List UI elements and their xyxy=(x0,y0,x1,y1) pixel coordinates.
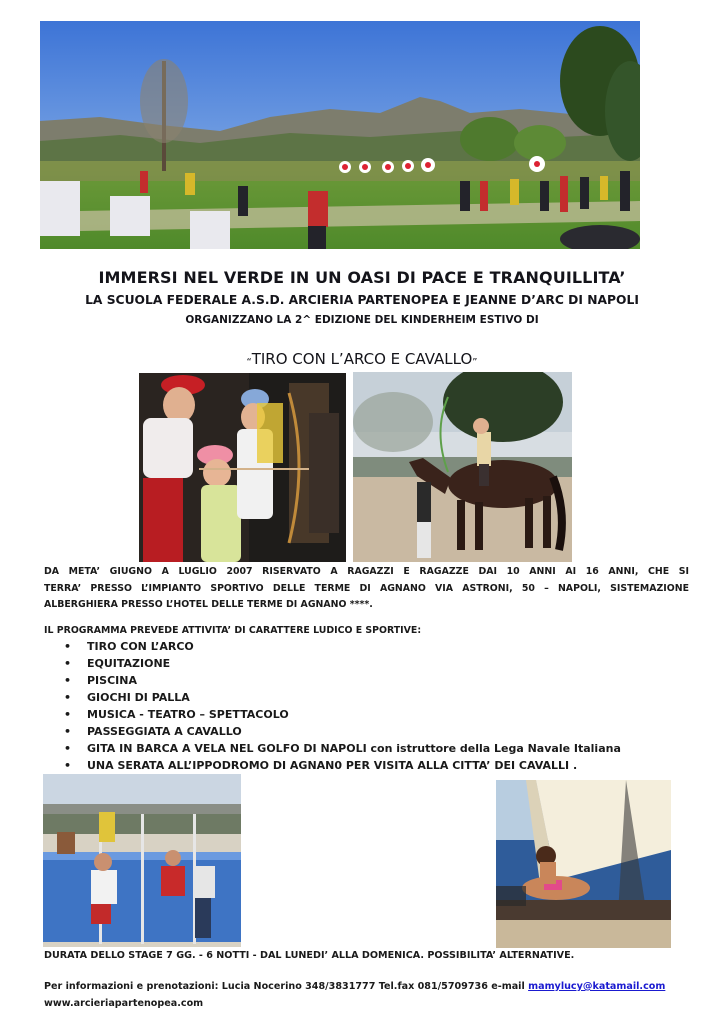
edition-line: ORGANIZZANO LA 2^ EDIZIONE DEL KINDERHEIM ESTIVO DI xyxy=(185,314,539,326)
event-open-quote: “ xyxy=(246,357,252,368)
description-line-1: DA META’ GIUGNO A LUGLIO 2007 RISERVATO A RAGAZZI E RAGAZZE DAI 10 ANNI AI 16 ANNI, CHE SI xyxy=(44,566,689,577)
event-title xyxy=(0,350,724,368)
website-url: www.arcieriapartenopea.com xyxy=(44,998,204,1009)
archery-kids-image xyxy=(139,373,346,562)
list-item xyxy=(44,723,621,740)
pool-image xyxy=(43,774,241,947)
contact-info xyxy=(44,981,665,992)
program-intro: IL PROGRAMMA PREVEDE ATTIVITA’ DI CARATTERE LUDICO E SPORTIVE: xyxy=(44,625,422,636)
list-item xyxy=(44,638,621,655)
description-paragraph xyxy=(44,564,689,614)
program-item-label: EQUITAZIONE xyxy=(87,657,171,670)
bullet-icon: • xyxy=(64,708,72,721)
list-item xyxy=(44,706,621,723)
list-item xyxy=(44,655,621,672)
list-item xyxy=(44,689,621,706)
description-line-3: ALBERGHIERA PRESSO L’HOTEL DELLE TERME DI AGNANO ****. xyxy=(44,599,373,610)
program-item-label: MUSICA - TEATRO – SPETTACOLO xyxy=(87,708,289,721)
list-item xyxy=(44,672,621,689)
program-item-label: PASSEGGIATA A CAVALLO xyxy=(87,725,242,738)
bullet-icon: • xyxy=(64,657,72,670)
sailing-photo xyxy=(496,780,671,948)
bullet-icon: • xyxy=(64,725,72,738)
sailing-image xyxy=(496,780,671,948)
horse-riding-photo xyxy=(353,372,572,562)
program-item-label: UNA SERATA ALL’IPPODROMO DI AGNAN0 PER VISITA ALLA CITTA’ DEI CAVALLI . xyxy=(87,759,578,772)
archery-kids-photo xyxy=(139,373,346,562)
description-line-2: TERRA’ PRESSO L’IMPIANTO SPORTIVO DELLE TERME DI AGNANO VIA ASTRONI, 50 – NAPOLI, SISTEMAZIONE xyxy=(44,582,689,594)
program-item-label: GITA IN BARCA A VELA NEL GOLFO DI NAPOLI xyxy=(87,742,367,755)
horse-riding-image xyxy=(353,372,572,562)
archery-field-photo xyxy=(40,21,640,249)
program-item-label: PISCINA xyxy=(87,674,137,687)
stage-duration: DURATA DELLO STAGE 7 GG. - 6 NOTTI - DAL LUNEDI’ ALLA DOMENICA. POSSIBILITA’ ALTERNATIVE. xyxy=(44,950,575,961)
organizers-line: LA SCUOLA FEDERALE A.S.D. ARCIERIA PARTENOPEA E JEANNE D’ARC DI NAPOLI xyxy=(85,293,639,307)
program-item-extra: con istruttore della Lega Navale Italiana xyxy=(366,742,621,755)
archery-field-image xyxy=(40,21,640,249)
pool-photo xyxy=(43,774,241,947)
event-name: TIRO CON L’ARCO E CAVALLO xyxy=(251,350,473,368)
list-item xyxy=(44,740,621,757)
bullet-icon: • xyxy=(64,742,72,755)
program-item-label: TIRO CON L’ARCO xyxy=(87,640,194,653)
event-close-quote: ” xyxy=(472,357,478,368)
headline: IMMERSI NEL VERDE IN UN OASI DI PACE E TRANQUILLITA’ xyxy=(98,268,626,287)
program-item-label: GIOCHI DI PALLA xyxy=(87,691,190,704)
bullet-icon: • xyxy=(64,691,72,704)
list-item xyxy=(44,757,621,774)
bullet-icon: • xyxy=(64,759,72,772)
bullet-icon: • xyxy=(64,674,72,687)
program-list xyxy=(44,638,621,774)
bullet-icon: • xyxy=(64,640,72,653)
contact-text: Per informazioni e prenotazioni: Lucia Nocerino 348/3831777 Tel.fax 081/5709736 e-mail xyxy=(44,981,529,992)
email-link[interactable]: mamylucy@katamail.com xyxy=(528,981,666,992)
